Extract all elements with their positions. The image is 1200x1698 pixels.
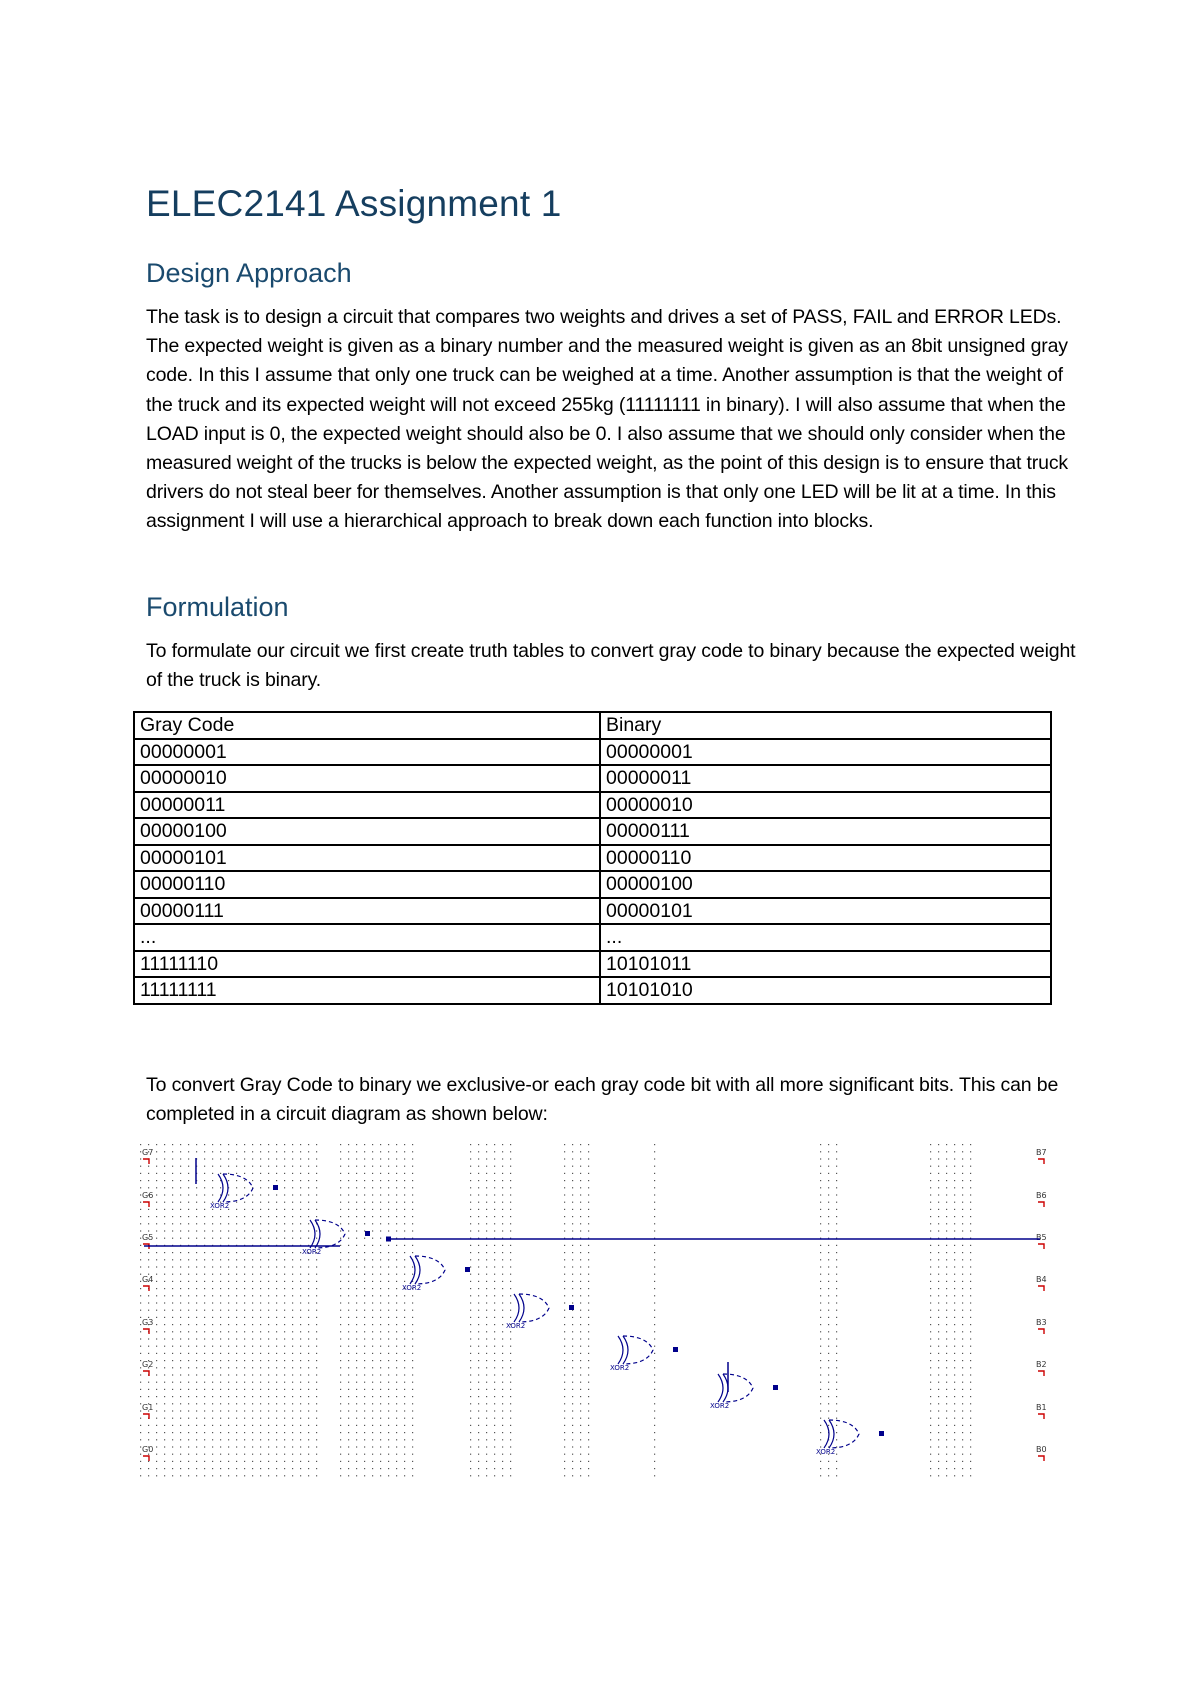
junction-node — [386, 1237, 391, 1242]
xor-gate-label: XOR2 — [506, 1322, 526, 1330]
gray-to-binary-table — [133, 711, 1052, 1005]
table-cell-gray: 00000001 — [134, 739, 600, 766]
xor-gate-input — [829, 1420, 834, 1448]
output-label-b4: B4 — [1036, 1275, 1047, 1284]
output-label-b2: B2 — [1036, 1360, 1047, 1369]
gate-output-node — [773, 1385, 778, 1390]
xor-gate-label: XOR2 — [610, 1364, 630, 1372]
table-cell-gray: 00000011 — [134, 792, 600, 819]
conversion-paragraph: To convert Gray Code to binary we exclusive-or each gray code bit with all more significant bits. This can be completed in a circuit diagram as shown below: — [146, 1074, 1059, 1126]
xor-gate-input — [223, 1174, 228, 1202]
table-cell-binary: 00000011 — [600, 765, 1051, 792]
document-title: ELEC2141 Assignment 1 — [146, 183, 562, 224]
table-row — [134, 871, 1051, 898]
table-cell-gray: 00000100 — [134, 818, 600, 845]
input-label-g0: G0 — [142, 1445, 154, 1454]
design-approach-paragraph: The task is to design a circuit that compares two weights and drives a set of PASS, FAIL and ERROR LEDs. The expected weight is given as a binary number and the measured weight is given as an 8bit unsigned gray code. In this I assume that only one truck can be weighed at a time. Another assumption is that the weight of the truck and its expected weight will not exceed 255kg (11111111 in binary). I will also assume that when the LOAD input is 0, the expected weight should also be 0. I also assume that we should only consider when the measured weight of the trucks is below the expected weight, as the point of this design is to ensure that truck drivers do not steal beer for themselves. Another assumption is that only one LED will be lit at a time. In this assignment I will use a hierarchical approach to break down each function into blocks. — [146, 306, 1069, 533]
table-cell-binary: 00000100 — [600, 871, 1051, 898]
table-cell-binary: 10101011 — [600, 951, 1051, 978]
gate-output-node — [365, 1231, 370, 1236]
table-cell-binary: 10101010 — [600, 977, 1051, 1004]
table-cell-gray: 00000010 — [134, 765, 600, 792]
gate-output-node — [879, 1431, 884, 1436]
design-approach-heading: Design Approach — [146, 258, 352, 288]
output-marker-b2 — [1038, 1371, 1044, 1376]
table-row — [134, 951, 1051, 978]
table-row — [134, 924, 1051, 951]
input-label-g5: G5 — [142, 1233, 154, 1242]
xor-gate-back — [410, 1256, 415, 1284]
table-row — [134, 818, 1051, 845]
table-cell-binary: 00000111 — [600, 818, 1051, 845]
xor-gate-back — [514, 1294, 519, 1322]
table-row — [134, 977, 1051, 1004]
gate-output-node — [673, 1347, 678, 1352]
xor-gate-input — [623, 1336, 628, 1364]
output-marker-b7 — [1038, 1159, 1044, 1164]
table-cell-binary: 00000001 — [600, 739, 1051, 766]
output-marker-b3 — [1038, 1329, 1044, 1334]
formulation-heading: Formulation — [146, 592, 289, 622]
table-cell-binary: ... — [600, 924, 1051, 951]
input-label-g2: G2 — [142, 1360, 154, 1369]
table-header-gray: Gray Code — [134, 712, 600, 739]
input-label-g4: G4 — [142, 1275, 154, 1284]
table-cell-gray: 00000110 — [134, 871, 600, 898]
input-marker-g7 — [143, 1159, 149, 1164]
gate-output-node — [273, 1185, 278, 1190]
xor-gate-back — [824, 1420, 829, 1448]
xor-gate-input — [519, 1294, 524, 1322]
xor-gate-label: XOR2 — [302, 1248, 322, 1256]
table-cell-binary: 00000010 — [600, 792, 1051, 819]
table-header-binary: Binary — [600, 712, 1051, 739]
table-row — [134, 739, 1051, 766]
formulation-paragraph: To formulate our circuit we first create truth tables to convert gray code to binary because the expected weight of the truck is binary. — [146, 640, 1076, 692]
gray-to-binary-circuit-diagram — [140, 1138, 1060, 1488]
output-marker-b5 — [1038, 1244, 1044, 1249]
table-header-row — [134, 712, 1051, 739]
input-label-g7: G7 — [142, 1148, 154, 1157]
output-marker-b1 — [1038, 1414, 1044, 1419]
input-label-g1: G1 — [142, 1403, 154, 1412]
table-row — [134, 898, 1051, 925]
input-label-g6: G6 — [142, 1191, 154, 1200]
output-label-b0: B0 — [1036, 1445, 1047, 1454]
table-row — [134, 792, 1051, 819]
output-marker-b4 — [1038, 1286, 1044, 1291]
input-marker-g0 — [143, 1456, 149, 1461]
table-cell-binary: 00000101 — [600, 898, 1051, 925]
table-cell-gray: 00000111 — [134, 898, 600, 925]
table-cell-gray: 11111111 — [134, 977, 600, 1004]
table-row — [134, 845, 1051, 872]
output-label-b7: B7 — [1036, 1148, 1047, 1157]
output-label-b5: B5 — [1036, 1233, 1047, 1242]
table-cell-gray: 00000101 — [134, 845, 600, 872]
xor-gate-label: XOR2 — [816, 1448, 836, 1456]
gate-output-node — [465, 1267, 470, 1272]
circuit-grid — [140, 1144, 971, 1476]
output-label-b6: B6 — [1036, 1191, 1047, 1200]
output-label-b1: B1 — [1036, 1403, 1047, 1412]
xor-gate-label: XOR2 — [210, 1202, 230, 1210]
xor-gate-input — [315, 1220, 320, 1248]
table-cell-gray: 11111110 — [134, 951, 600, 978]
table-cell-binary: 00000110 — [600, 845, 1051, 872]
table-row — [134, 765, 1051, 792]
output-marker-b0 — [1038, 1456, 1044, 1461]
xor-gate-label: XOR2 — [710, 1402, 730, 1410]
output-marker-b6 — [1038, 1202, 1044, 1207]
xor-gate-label: XOR2 — [402, 1284, 422, 1292]
input-label-g3: G3 — [142, 1318, 154, 1327]
gate-output-node — [569, 1305, 574, 1310]
table-cell-gray: ... — [134, 924, 600, 951]
xor-gate-input — [415, 1256, 420, 1284]
xor-gate-back — [718, 1374, 723, 1402]
xor-gate-back — [310, 1220, 315, 1248]
xor-gate-back — [618, 1336, 623, 1364]
output-label-b3: B3 — [1036, 1318, 1047, 1327]
